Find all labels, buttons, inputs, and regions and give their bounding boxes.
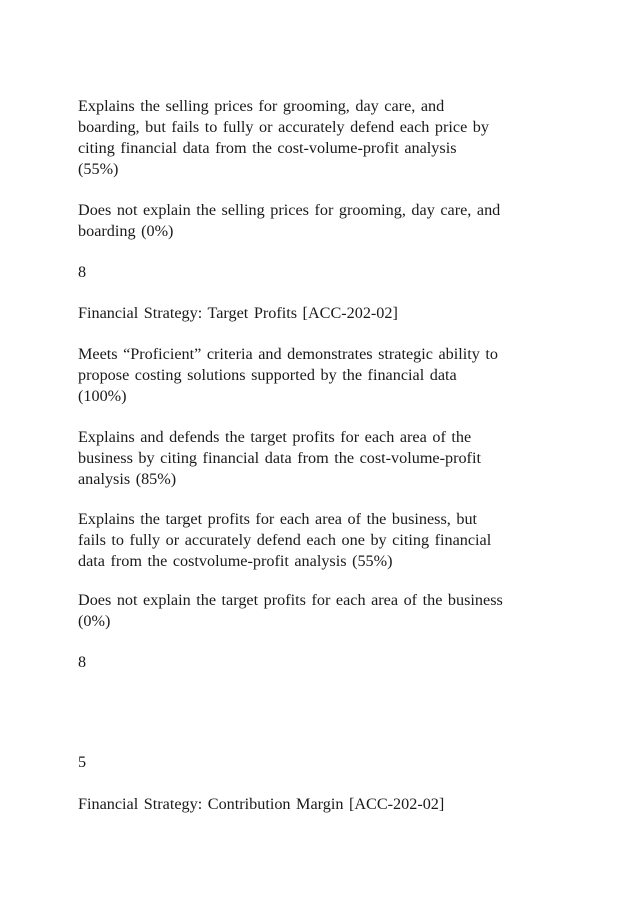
rubric-text-target-profits-proficient: Explains and defends the target profits for each area of the business by citing financial data from the cost-volume-profit analysis (85%)	[78, 428, 481, 488]
rubric-text-target-profits-none: Does not explain the target profits for each area of the business (0%)	[78, 591, 503, 630]
points-value: 8	[78, 263, 87, 281]
section-heading-contribution-margin: Financial Strategy: Contribution Margin [ACC-202-02]	[78, 795, 445, 813]
points-value: 8	[78, 653, 87, 671]
rubric-text-target-profits-partial: Explains the target profits for each area of the business, but fails to fully or accurately defend each one by citing financial data from the costvolume-profit analysis (55%)	[78, 510, 492, 570]
section-heading-target-profits: Financial Strategy: Target Profits [ACC-202-02]	[78, 304, 398, 322]
rubric-text-target-profits-exemplary: Meets “Proficient” criteria and demonstrates strategic ability to propose costing solutions supported by the financial data (100%)	[78, 345, 498, 405]
page-number: 5	[78, 753, 87, 771]
rubric-text-selling-prices-none: Does not explain the selling prices for grooming, day care, and boarding (0%)	[78, 201, 501, 240]
rubric-text-selling-prices-partial: Explains the selling prices for grooming, day care, and boarding, but fails to fully or accurately defend each price by citing financial data from the cost-volume-profit analysis (55%)	[78, 97, 489, 178]
